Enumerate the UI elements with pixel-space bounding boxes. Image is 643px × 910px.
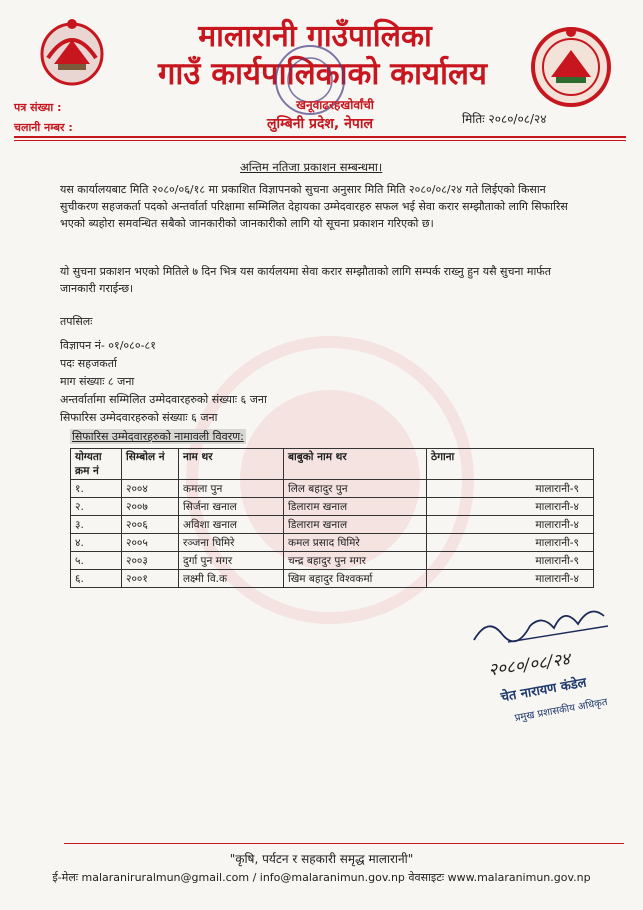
address-line1: खनूवाढरहखोर्वांची <box>296 98 374 112</box>
cell-symbol: २००४ <box>122 480 179 498</box>
municipality-logo-icon <box>526 22 616 108</box>
cell-rank: १. <box>71 480 122 498</box>
cell-rank: ४. <box>71 534 122 552</box>
cell-name: दुर्गा पुन मगर <box>179 552 284 570</box>
cell-address: मालारानी-४ <box>427 570 594 588</box>
cell-name: लक्ष्मी वि.क <box>179 570 284 588</box>
office-name-line2: गाउँ कार्यपालिकाको कार्यालय <box>157 56 488 92</box>
cell-symbol: २००६ <box>122 516 179 534</box>
table-row <box>71 552 594 570</box>
letter-paragraph-1: यस कार्यालयबाट मिति २०८०/०६/१८ मा प्रकाशित विज्ञापनको सुचना अनुसार मिति मिति २०८०/०८/२४ गते लिईएको किसान सुचीकरण सहजकर्ता पदको अन्तर्वार्ता परिक्षामा सम्मिलित देहायका उम्मेदवारहरु सफल भई सेवा करार सम्झौताको लागि सिफारिस भएको ब्यहोरा समवन्धित सबैको जानकारीको जानकारीको लागि यो सूचना प्रकाशन गरिएको छ। <box>60 183 568 230</box>
cell-father-name: डिलाराम खनाल <box>284 516 427 534</box>
cell-rank: ६. <box>71 570 122 588</box>
col-name: नाम थर <box>179 449 284 480</box>
col-rank: योग्यता क्रम नं <box>71 449 122 480</box>
header-divider <box>14 136 626 138</box>
cell-name: अविशा खनाल <box>179 516 284 534</box>
demand-count: माग संख्याः ८ जना <box>60 375 135 388</box>
footer-contact: ई-मेलः malaraniruralmun@gmail.com / info@malaranimun.gov.np वेवसाइटः www.malaranimun.gov.np <box>52 871 591 884</box>
letter-paragraph-2: यो सुचना प्रकाशन भएको मितिले ७ दिन भित्र यस कार्यलयमा सेवा करार सम्झौताको लागि सम्पर्क राख्नु हुन यसै सुचना मार्फत जानकारी गराईन्छ। <box>60 265 552 295</box>
cell-name: कमला पुन <box>179 480 284 498</box>
interview-count: अन्तर्वार्तामा सम्मिलित उम्मेदवारहरुको संख्याः ६ जना <box>60 393 267 406</box>
cell-address: मालारानी-९ <box>427 534 594 552</box>
cell-rank: ३. <box>71 516 122 534</box>
reference-number-label: पत्र संख्या : <box>14 101 62 114</box>
cell-father-name: कमल प्रसाद घिमिरे <box>284 534 427 552</box>
post-name: पदः सहजकर्ता <box>60 357 117 370</box>
table-row <box>71 480 594 498</box>
signature-date: २०८०/०८/२४ <box>487 649 572 681</box>
table-row <box>71 498 594 516</box>
details-heading: तपसिलः <box>60 315 93 328</box>
address-line2: लुम्बिनी प्रदेश, नेपाल <box>267 116 373 132</box>
recommended-count: सिफारिस उम्मेदवारहरुको संख्याः ६ जना <box>60 411 218 424</box>
cell-rank: ५. <box>71 552 122 570</box>
signatory-title: प्रमुख प्रशासकीय अधिकृत <box>514 696 609 725</box>
footer-slogan: "कृषि, पर्यटन र सहकारी समृद्ध मालारानी" <box>229 852 414 866</box>
dispatch-number-label: चलानी नम्बर : <box>14 121 73 134</box>
cell-name: रञ्जना घिमिरे <box>179 534 284 552</box>
cell-symbol: २००७ <box>122 498 179 516</box>
cell-symbol: २००३ <box>122 552 179 570</box>
col-address: ठेगाना <box>427 449 594 480</box>
signatory-name: चेत नारायण कंडेल <box>499 675 588 706</box>
candidate-table <box>70 448 594 588</box>
table-row <box>71 534 594 552</box>
table-header-row <box>71 449 594 480</box>
letter-subject: अन्तिम नतिजा प्रकाशन सम्बन्धमा। <box>240 160 383 174</box>
cell-father-name: खिम बहादुर विश्वकर्मा <box>284 570 427 588</box>
advertisement-number: विज्ञापन नं- ०१/०८०-८१ <box>60 339 157 352</box>
cell-address: मालारानी-४ <box>427 516 594 534</box>
header-divider-thin <box>14 140 626 141</box>
cell-symbol: २००१ <box>122 570 179 588</box>
cell-rank: २. <box>71 498 122 516</box>
signature-icon <box>468 596 618 656</box>
table-row <box>71 570 594 588</box>
col-symbol: सिम्बोल नं <box>122 449 179 480</box>
cell-address: मालारानी-९ <box>427 552 594 570</box>
office-name-line1: मालारानी गाउँपालिका <box>198 19 432 54</box>
cell-father-name: डिलाराम खनाल <box>284 498 427 516</box>
cell-father-name: चन्द्र बहादुर पुन मगर <box>284 552 427 570</box>
cell-father-name: लिल बहादुर पुन <box>284 480 427 498</box>
nepal-emblem-icon <box>34 14 110 90</box>
letter-date: मितिः २०८०/०८/२४ <box>462 112 547 126</box>
cell-address: मालारानी-४ <box>427 498 594 516</box>
cell-address: मालारानी-९ <box>427 480 594 498</box>
candidate-table-title: सिफारिस उम्मेदवारहरुको नामावली विवरण: <box>72 430 244 443</box>
footer-divider <box>64 843 624 844</box>
col-father-name: बाबुको नाम थर <box>284 449 427 480</box>
table-row <box>71 516 594 534</box>
cell-symbol: २००५ <box>122 534 179 552</box>
cell-name: सिर्जना खनाल <box>179 498 284 516</box>
